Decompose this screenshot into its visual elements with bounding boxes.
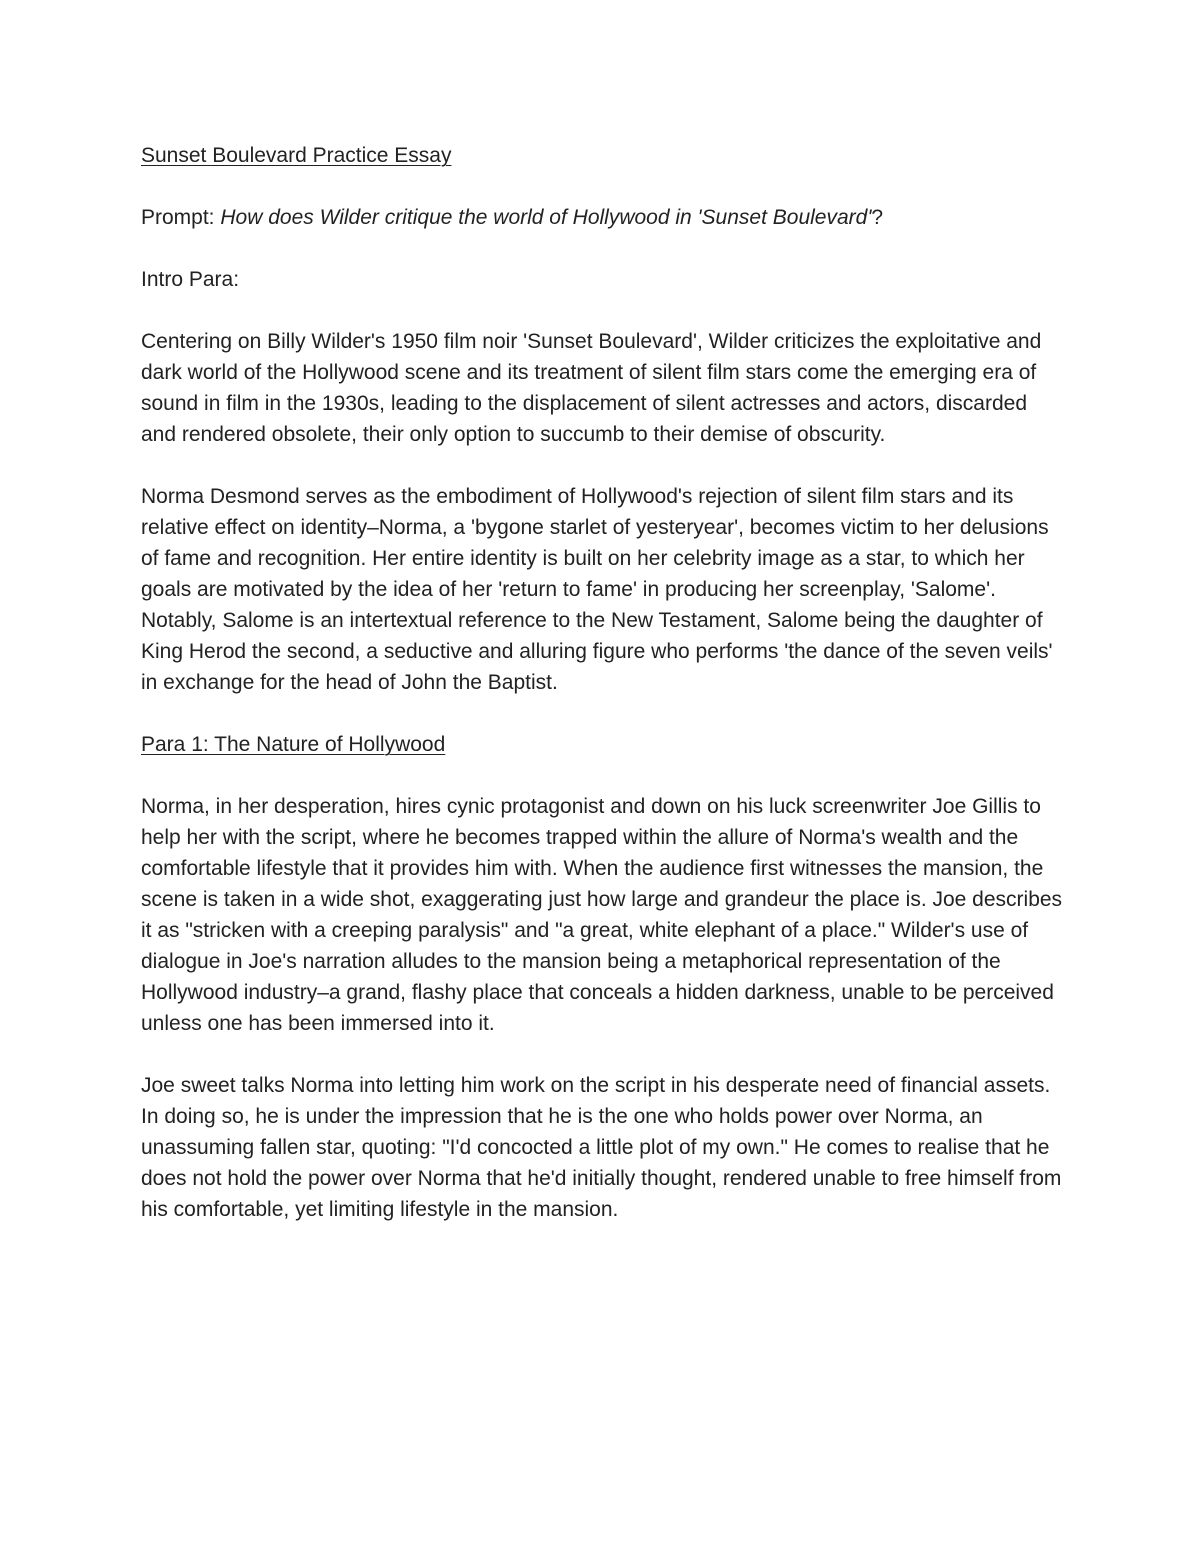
intro-paragraph-1: Centering on Billy Wilder's 1950 film noir 'Sunset Boulevard', Wilder criticizes the exploitative and dark world of the Hollywood scene and its treatment of silent film stars come the emerging era of sound in film in the 1930s, leading to the displacement of silent actresses and actors, discarded and rendered obsolete, their only option to succumb to their demise of obscurity. xyxy=(141,330,1042,446)
prompt-question: How does Wilder critique the world of Hollywood in 'Sunset Boulevard' xyxy=(220,206,872,229)
prompt-question-mark: ? xyxy=(871,206,884,229)
document-title xyxy=(141,140,1063,171)
para1-heading xyxy=(141,729,1063,760)
intro-heading: Intro Para: xyxy=(141,268,240,291)
para1-paragraph-2: Joe sweet talks Norma into letting him work on the script in his desperate need of financial assets. In doing so, he is under the impression that he is the one who holds power over Norma, an unassuming fallen star, quoting: "I'd concocted a little plot of my own." He comes to realise that he does not hold the power over Norma that he'd initially thought, rendered unable to free himself from his comfortable, yet limiting lifestyle in the mansion. xyxy=(141,1074,1062,1221)
prompt-line xyxy=(141,202,1063,233)
prompt-label: Prompt: xyxy=(141,206,221,229)
title-text: Sunset Boulevard Practice Essay xyxy=(141,144,452,167)
intro-paragraph-2: Norma Desmond serves as the embodiment of Hollywood's rejection of silent film stars and its relative effect on identity–Norma, a 'bygone starlet of yesteryear', becomes victim to her delusions of fame and recognition. Her entire identity is built on her celebrity image as a star, to which her goals are motivated by the idea of her 'return to fame' in producing her screenplay, 'Salome'. Notably, Salome is an intertextual reference to the New Testament, Salome being the daughter of King Herod the second, a seductive and alluring figure who performs 'the dance of the seven veils' in exchange for the head of John the Baptist. xyxy=(141,485,1053,694)
document-body xyxy=(141,140,1063,1256)
para1-paragraph-1: Norma, in her desperation, hires cynic protagonist and down on his luck screenwriter Joe Gillis to help her with the script, where he becomes trapped within the allure of Norma's wealth and the comfortable lifestyle that it provides him with. When the audience first witnesses the mansion, the scene is taken in a wide shot, exaggerating just how large and grandeur the place is. Joe describes it as "stricken with a creeping paralysis" and "a great, white elephant of a place." Wilder's use of dialogue in Joe's narration alludes to the mansion being a metaphorical representation of the Hollywood industry–a grand, flashy place that conceals a hidden darkness, unable to be perceived unless one has been immersed into it. xyxy=(141,795,1063,1035)
para1-heading-text: Para 1: The Nature of Hollywood xyxy=(141,733,446,756)
